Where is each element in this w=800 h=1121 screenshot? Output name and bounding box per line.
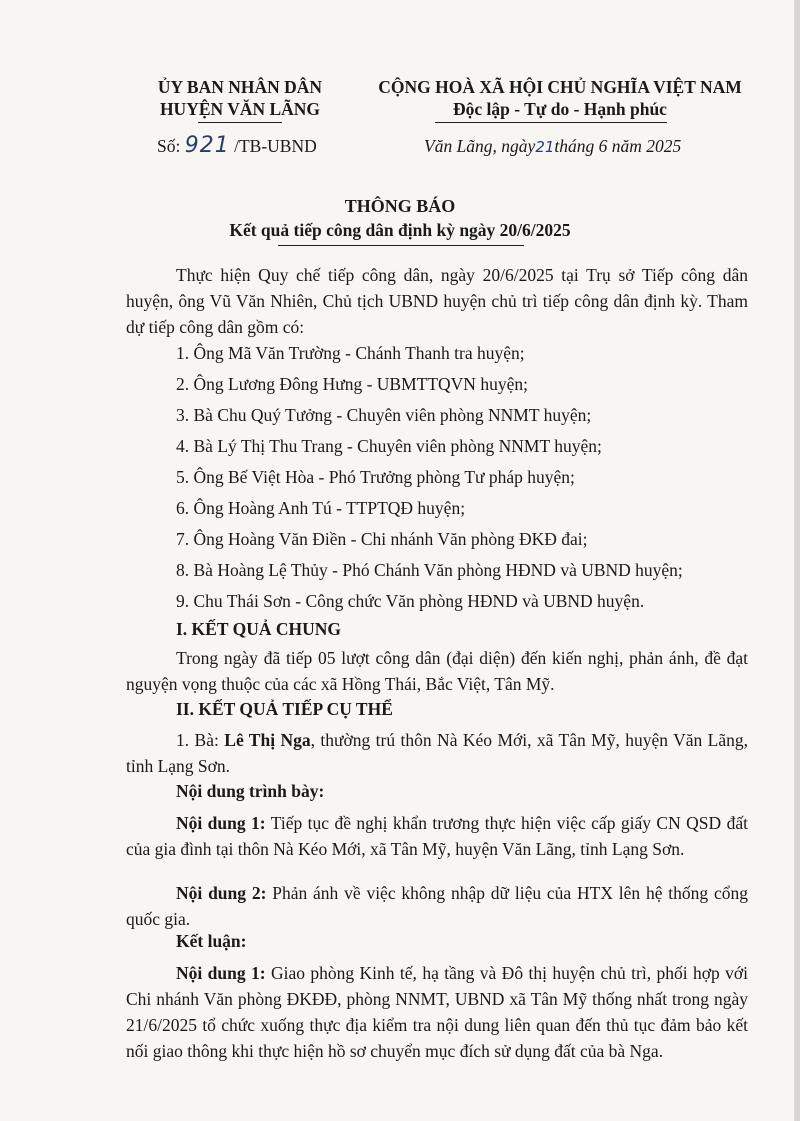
attendee-3: 3. Bà Chu Quý Tưởng - Chuyên viên phòng NNMT huyện; <box>176 405 592 425</box>
attendee-8: 8. Bà Hoàng Lệ Thủy - Phó Chánh Văn phòng HĐND và UBND huyện; <box>176 560 683 580</box>
content-2 <box>126 880 748 932</box>
attendee-4: 4. Bà Lý Thị Thu Trang - Chuyên viên phòng NNMT huyện; <box>176 436 602 456</box>
conclusion-heading: Kết luận: <box>176 931 247 951</box>
attendee-9: 9. Chu Thái Sơn - Công chức Văn phòng HĐND và UBND huyện. <box>176 591 645 611</box>
issuer-line2: HUYỆN VĂN LÃNG <box>159 99 321 119</box>
issuer-underline <box>198 122 282 123</box>
date-suffix: tháng 6 năm 2025 <box>554 136 682 156</box>
attendee-6: 6. Ông Hoàng Anh Tú - TTPTQĐ huyện; <box>176 498 466 518</box>
issuer-name <box>130 76 350 120</box>
document-number <box>157 134 317 158</box>
case-1-name: Lê Thị Nga <box>224 730 311 750</box>
date-prefix: Văn Lãng, ngày <box>424 136 536 156</box>
content-1-label: Nội dung 1: <box>176 813 266 833</box>
document-date <box>424 134 681 159</box>
national-heading <box>350 76 770 120</box>
intro-paragraph: Thực hiện Quy chế tiếp công dân, ngày 20/6/2025 tại Trụ sở Tiếp công dân huyện, ông Vũ Văn Nhiên, Chủ tịch UBND huyện chủ trì tiếp công dân định kỳ. Tham dự tiếp công dân gồm có: <box>126 265 748 337</box>
page-edge-shadow <box>794 0 800 1121</box>
conclusion-1 <box>126 960 748 1064</box>
case-1-address: , thường trú thôn Nà Kéo Mới, xã Tân Mỹ, huyện Văn Lãng, tỉnh Lạng Sơn. <box>126 730 749 776</box>
document-title: THÔNG BÁO <box>344 196 456 216</box>
section-2-heading: II. KẾT QUẢ TIẾP CỤ THỂ <box>176 699 393 719</box>
attendee-2: 2. Ông Lương Đông Hưng - UBMTTQVN huyện; <box>176 374 528 394</box>
handwritten-day: 21 <box>535 138 555 156</box>
section-1-text: Trong ngày đã tiếp 05 lượt công dân (đại diện) đến kiến nghị, phản ánh, đề đạt nguyện vọng thuộc của các xã Hồng Thái, Bắc Việt, Tân Mỹ. <box>126 648 748 694</box>
document-subtitle: Kết quả tiếp công dân định kỳ ngày 20/6/2025 <box>229 220 571 240</box>
conclusion-1-text: Giao phòng Kinh tế, hạ tầng và Đô thị huyện chủ trì, phối hợp với Chi nhánh Văn phòng ĐKĐĐ, phòng NNMT, UBND xã Tân Mỹ thống nhất trong ngày 21/6/2025 tổ chức xuống thực địa kiểm tra nội dung liên quan đến thủ tục đảm bảo kết nối giao thông khi thực hiện hồ sơ chuyển mục đích sử dụng đất của bà Nga. <box>126 963 748 1061</box>
content-heading: Nội dung trình bày: <box>176 781 325 801</box>
number-prefix: Số: <box>157 136 181 156</box>
content-1-text: Tiếp tục đề nghị khẩn trương thực hiện việc cấp giấy CN QSD đất của gia đình tại thôn Nà Kéo Mới, xã Tân Mỹ, huyện Văn Lãng, tỉnh Lạng Sơn. <box>126 813 748 859</box>
case-1-prefix: 1. Bà: <box>176 730 225 750</box>
case-1-citizen <box>126 727 748 779</box>
content-2-label: Nội dung 2: <box>176 883 267 903</box>
number-suffix: /TB-UBND <box>234 136 317 156</box>
national-line1: CỘNG HOÀ XÃ HỘI CHỦ NGHĨA VIỆT NAM <box>378 77 742 97</box>
issuer-line1: ỦY BAN NHÂN DÂN <box>157 77 323 97</box>
attendee-7: 7. Ông Hoàng Văn Điền - Chi nhánh Văn phòng ĐKĐ đai; <box>176 529 588 549</box>
national-motto: Độc lập - Tự do - Hạnh phúc <box>453 99 667 119</box>
conclusion-1-label: Nội dung 1: <box>176 963 266 983</box>
section-1-heading: I. KẾT QUẢ CHUNG <box>176 619 341 639</box>
title-underline <box>278 245 524 246</box>
content-1 <box>126 810 748 862</box>
content-2-text: Phản ánh về việc không nhập dữ liệu của HTX lên hệ thống cổng quốc gia. <box>126 883 748 929</box>
attendee-1: 1. Ông Mã Văn Trường - Chánh Thanh tra huyện; <box>176 343 525 363</box>
handwritten-number: 921 <box>184 133 230 158</box>
attendee-5: 5. Ông Bế Việt Hòa - Phó Trưởng phòng Tư pháp huyện; <box>176 467 575 487</box>
motto-underline <box>435 122 667 123</box>
